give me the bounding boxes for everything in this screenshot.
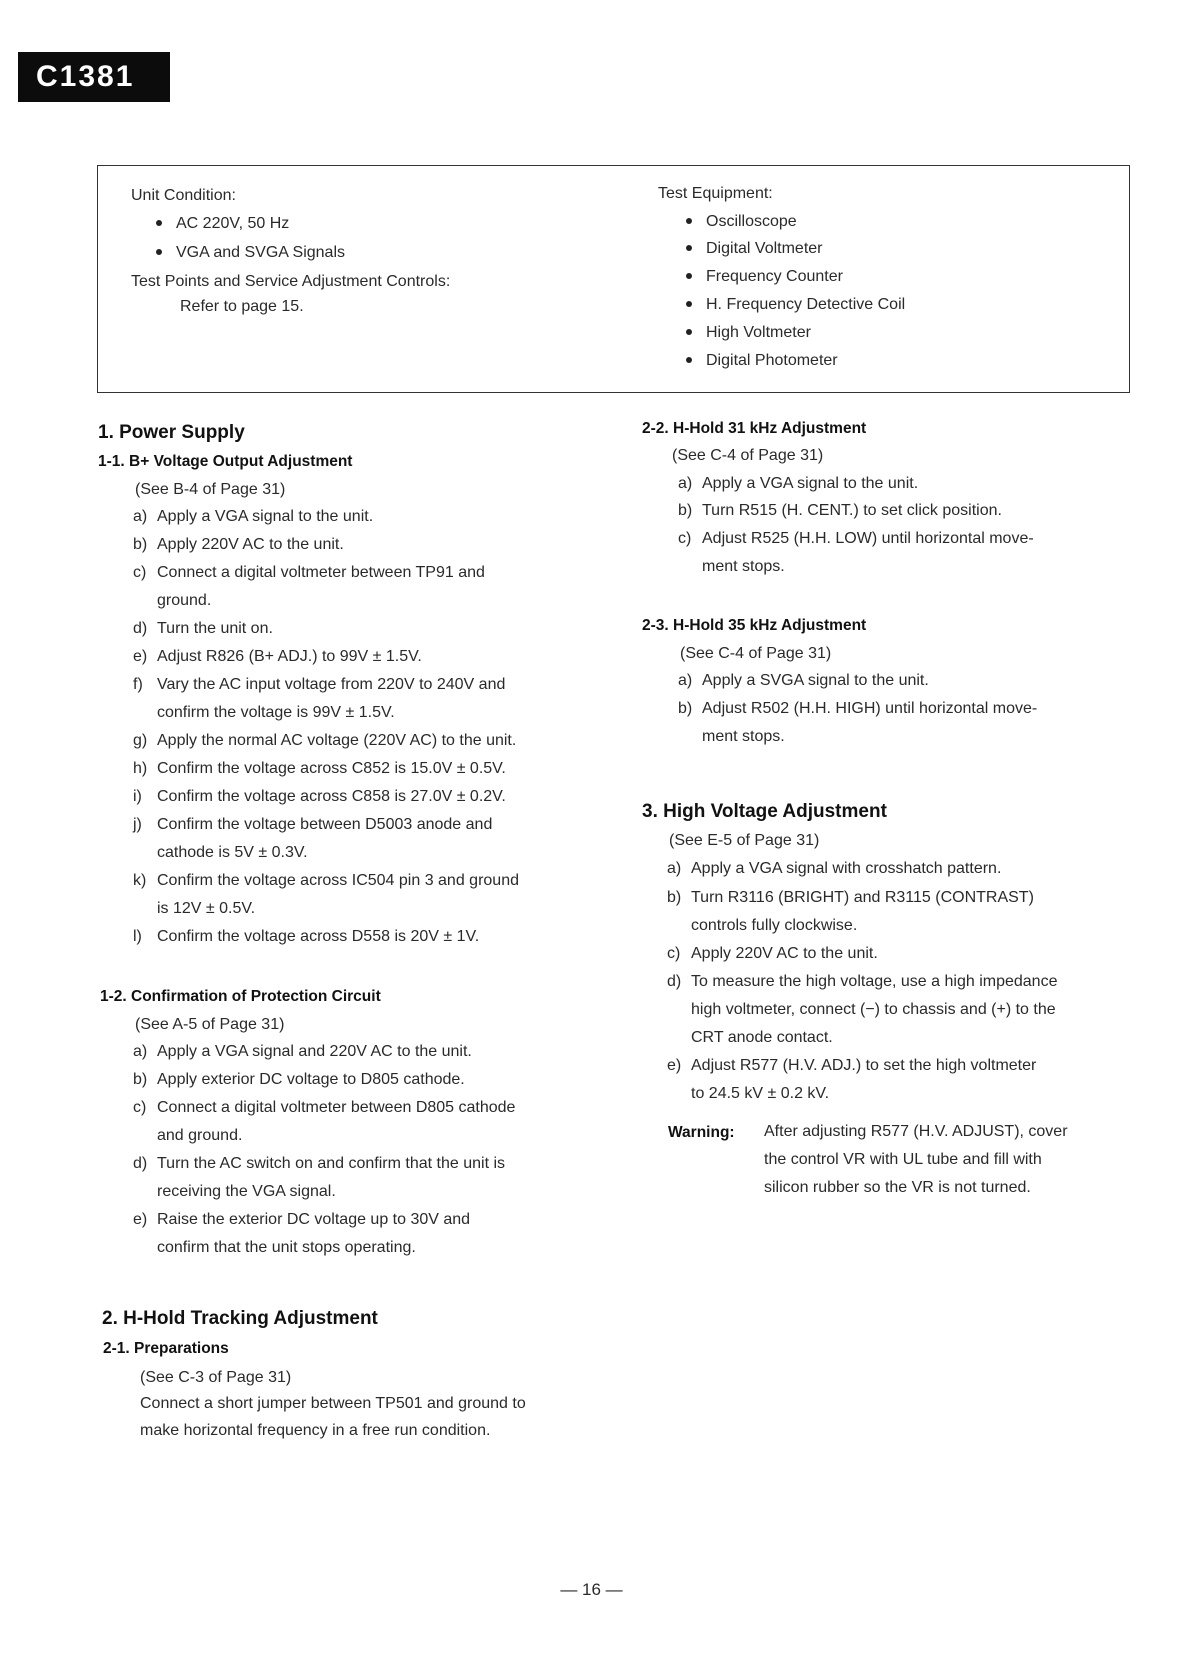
step-continuation: controls fully clockwise. — [691, 917, 858, 934]
test-points-label: Test Points and Service Adjustment Controls: — [131, 273, 451, 290]
step-item: b) Turn R3116 (BRIGHT) and R3115 (CONTRAST) — [667, 889, 1034, 906]
page-number: — 16 — — [560, 1580, 623, 1599]
step-item: f) Vary the AC input voltage from 220V to 240V and — [133, 676, 506, 693]
bullet-icon — [686, 357, 692, 363]
equipment-item: Digital Voltmeter — [686, 239, 823, 259]
step-continuation: is 12V ± 0.5V. — [157, 900, 256, 917]
test-points-ref: Refer to page 15. — [180, 298, 304, 315]
bullet-icon — [686, 273, 692, 279]
equipment-item: Digital Photometer — [686, 351, 838, 371]
reference-note: (See E-5 of Page 31) — [669, 832, 820, 849]
step-item: d) Turn the unit on. — [133, 620, 273, 637]
unit-condition-item: VGA and SVGA Signals — [156, 243, 345, 263]
bullet-icon — [686, 301, 692, 307]
step-item: b) Adjust R502 (H.H. HIGH) until horizontal move- — [678, 700, 1038, 717]
step-item: a) Apply a SVGA signal to the unit. — [678, 672, 929, 689]
bullet-icon — [686, 329, 692, 335]
step-item: j) Confirm the voltage between D5003 anode and — [133, 816, 493, 833]
bullet-icon — [156, 249, 162, 255]
step-item: d) Turn the AC switch on and confirm that the unit is — [133, 1155, 506, 1172]
equipment-item: H. Frequency Detective Coil — [686, 295, 905, 315]
reference-note: (See C-4 of Page 31) — [680, 645, 832, 662]
unit-condition-item: AC 220V, 50 Hz — [156, 214, 289, 234]
step-item: l) Confirm the voltage across D558 is 20V ± 1V. — [133, 928, 480, 945]
step-continuation: confirm that the unit stops operating. — [157, 1239, 416, 1256]
warning-text: the control VR with UL tube and fill with — [764, 1151, 1042, 1168]
step-item: a) Apply a VGA signal to the unit. — [678, 475, 919, 492]
section-title: 2. H-Hold Tracking Adjustment — [102, 1308, 378, 1329]
reference-note: (See B-4 of Page 31) — [135, 481, 286, 498]
conditions-box — [97, 165, 1130, 393]
step-continuation: cathode is 5V ± 0.3V. — [157, 844, 308, 861]
subsection-title: 1-2. Confirmation of Protection Circuit — [100, 988, 381, 1005]
step-item: c) Apply 220V AC to the unit. — [667, 945, 878, 962]
step-item: h) Confirm the voltage across C852 is 15.0V ± 0.5V. — [133, 760, 506, 777]
step-continuation: high voltmeter, connect (−) to chassis and (+) to the — [691, 1001, 1056, 1018]
step-item: k) Confirm the voltage across IC504 pin 3 and ground — [133, 872, 519, 889]
reference-note: (See C-3 of Page 31) — [140, 1369, 292, 1386]
section-title: 1. Power Supply — [98, 422, 245, 443]
step-item: c) Adjust R525 (H.H. LOW) until horizontal move- — [678, 530, 1034, 547]
step-continuation: to 24.5 kV ± 0.2 kV. — [691, 1085, 830, 1102]
step-item: a) Apply a VGA signal and 220V AC to the unit. — [133, 1043, 472, 1060]
step-item: b) Apply exterior DC voltage to D805 cathode. — [133, 1071, 465, 1088]
bullet-icon — [686, 218, 692, 224]
subsection-title: 2-3. H-Hold 35 kHz Adjustment — [642, 617, 867, 634]
step-item: b) Apply 220V AC to the unit. — [133, 536, 344, 553]
reference-note: (See A-5 of Page 31) — [135, 1016, 285, 1033]
equipment-item: Oscilloscope — [686, 212, 797, 232]
step-item: e) Adjust R577 (H.V. ADJ.) to set the high voltmeter — [667, 1057, 1037, 1074]
step-item: g) Apply the normal AC voltage (220V AC) to the unit. — [133, 732, 517, 749]
step-item: c) Connect a digital voltmeter between TP91 and — [133, 564, 485, 581]
equipment-item: High Voltmeter — [686, 323, 811, 343]
equipment-item: Frequency Counter — [686, 267, 843, 287]
body-text: Connect a short jumper between TP501 and ground to — [140, 1395, 526, 1412]
step-continuation: and ground. — [157, 1127, 243, 1144]
step-continuation: ment stops. — [702, 728, 785, 745]
step-item: e) Raise the exterior DC voltage up to 30V and — [133, 1211, 471, 1228]
step-continuation: ment stops. — [702, 558, 785, 575]
bullet-icon — [686, 245, 692, 251]
subsection-title: 2-2. H-Hold 31 kHz Adjustment — [642, 420, 867, 437]
section-title: 3. High Voltage Adjustment — [642, 801, 887, 822]
warning-text: After adjusting R577 (H.V. ADJUST), cover — [764, 1123, 1068, 1140]
step-continuation: ground. — [157, 592, 212, 609]
reference-note: (See C-4 of Page 31) — [672, 447, 824, 464]
step-continuation: CRT anode contact. — [691, 1029, 833, 1046]
equipment-label: Test Equipment: — [658, 185, 773, 202]
body-text: make horizontal frequency in a free run condition. — [140, 1422, 491, 1439]
model-label: C1381 — [18, 52, 170, 102]
step-item: e) Adjust R826 (B+ ADJ.) to 99V ± 1.5V. — [133, 648, 422, 665]
warning-text: silicon rubber so the VR is not turned. — [764, 1179, 1031, 1196]
unit-condition-label: Unit Condition: — [131, 187, 236, 204]
step-item: d) To measure the high voltage, use a high impedance — [667, 973, 1058, 990]
step-continuation: receiving the VGA signal. — [157, 1183, 336, 1200]
subsection-title: 1-1. B+ Voltage Output Adjustment — [98, 453, 353, 470]
step-item: c) Connect a digital voltmeter between D805 cathode — [133, 1099, 516, 1116]
subsection-title: 2-1. Preparations — [103, 1340, 229, 1357]
step-item: a) Apply a VGA signal to the unit. — [133, 508, 374, 525]
step-item: i) Confirm the voltage across C858 is 27.0V ± 0.2V. — [133, 788, 506, 805]
bullet-icon — [156, 220, 162, 226]
step-item: b) Turn R515 (H. CENT.) to set click position. — [678, 502, 1002, 519]
warning-label: Warning: — [668, 1124, 735, 1141]
step-item: a) Apply a VGA signal with crosshatch pattern. — [667, 860, 1002, 877]
step-continuation: confirm the voltage is 99V ± 1.5V. — [157, 704, 395, 721]
